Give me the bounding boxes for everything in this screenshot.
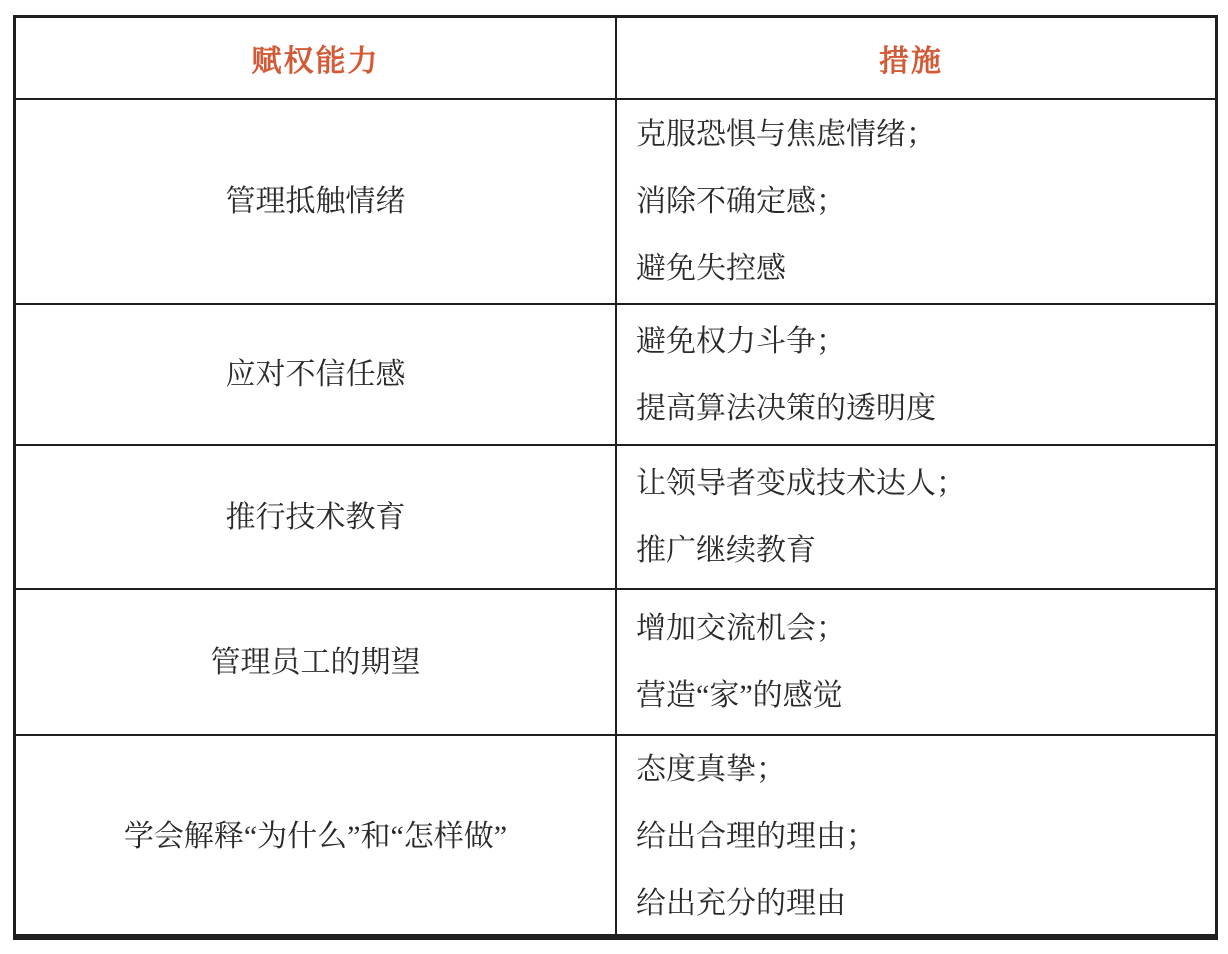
- measures-cell: [617, 446, 1215, 588]
- measure-line: 增加交流机会；: [636, 612, 846, 645]
- ability-text: 应对不信任感: [225, 358, 406, 391]
- measure-line: 消除不确定感；: [636, 185, 846, 218]
- ability-text: 管理员工的期望: [210, 645, 421, 679]
- ability-cell: [16, 305, 617, 444]
- ability-cell: [16, 446, 617, 588]
- measure-line: 态度真挚；: [636, 753, 786, 786]
- header-cell-ability: [16, 18, 617, 98]
- measure-line: 提高算法决策的透明度: [636, 391, 936, 425]
- ability-text: 学会解释“为什么”和“怎样做”: [123, 820, 508, 853]
- empowerment-measures-table: [13, 15, 1218, 940]
- table-row: [16, 736, 1215, 937]
- ability-text: 管理抵触情绪: [225, 185, 406, 218]
- measure-line: 避免权力斗争；: [636, 324, 846, 358]
- table-row: [16, 305, 1215, 446]
- table-row: [16, 590, 1215, 736]
- ability-cell: [16, 590, 617, 734]
- ability-cell: [16, 100, 617, 303]
- measure-line: 给出充分的理由: [636, 887, 846, 920]
- measure-line: 克服恐惧与焦虑情绪；: [636, 118, 936, 151]
- measures-cell: [617, 590, 1215, 734]
- header-cell-measures: [617, 18, 1215, 98]
- measure-line: 营造“家”的感觉: [636, 679, 843, 712]
- table-header-row: [16, 18, 1215, 100]
- header-ability-label: 赋权能力: [251, 45, 380, 78]
- measures-cell: [617, 305, 1215, 444]
- measures-cell: [617, 100, 1215, 303]
- measure-line: 让领导者变成技术达人；: [636, 467, 966, 500]
- measures-cell: [617, 736, 1215, 937]
- measure-line: 推广继续教育: [636, 534, 816, 567]
- table-row: [16, 446, 1215, 590]
- measure-line: 避免失控感: [636, 252, 786, 285]
- header-measures-label: 措施: [879, 45, 943, 78]
- measure-line: 给出合理的理由；: [636, 820, 876, 853]
- ability-text: 推行技术教育: [225, 500, 406, 534]
- table-row: [16, 100, 1215, 305]
- ability-cell: [16, 736, 617, 937]
